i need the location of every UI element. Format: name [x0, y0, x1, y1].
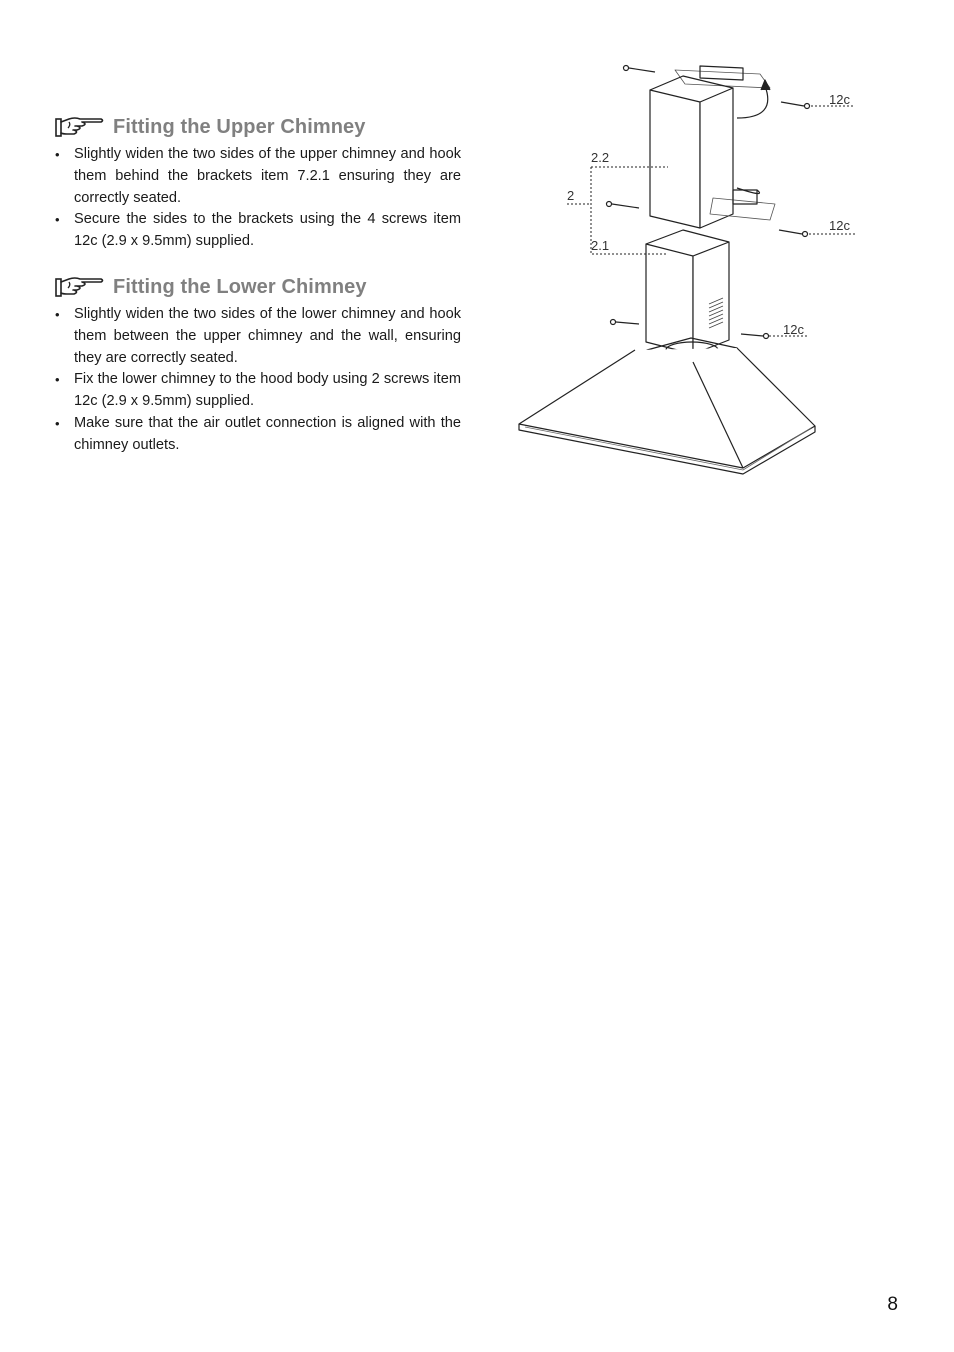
upper-chimney	[650, 90, 700, 228]
hood-body	[519, 348, 815, 468]
screw-icon	[607, 202, 640, 209]
list-item: • Slightly widen the two sides of the upper chimney and hook them behind the brackets item 7.2.1 ensuring they are correctly seated.	[55, 144, 461, 209]
screw-icon	[611, 320, 640, 325]
pointing-hand-icon	[55, 274, 105, 300]
list-item: • Fix the lower chimney to the hood body using 2 screws item 12c (2.9 x 9.5mm) supplied.	[55, 369, 461, 413]
callout-label: 12c	[783, 322, 804, 337]
page-number: 8	[887, 1294, 898, 1315]
screw-icon	[781, 102, 810, 109]
list-item: • Secure the sides to the brackets using the 4 screws item 12c (2.9 x 9.5mm) supplied.	[55, 209, 461, 253]
callout-label: 2.1	[591, 238, 610, 253]
section-heading	[55, 112, 461, 142]
screw-icon	[741, 334, 769, 339]
section-heading	[55, 272, 461, 302]
bullet-list	[55, 144, 461, 253]
section-title: Fitting the Lower Chimney	[113, 275, 367, 298]
callout-label: 2.2	[591, 150, 610, 165]
list-item: • Make sure that the air outlet connection is aligned with the chimney outlets.	[55, 413, 461, 457]
screw-icon	[779, 230, 808, 237]
callout-label: 12c	[829, 218, 850, 233]
section-lower-chimney	[55, 272, 461, 457]
callout-label: 12c	[829, 92, 850, 107]
list-item: • Slightly widen the two sides of the lower chimney and hook them between the upper chimney and the wall, ensuring they are correctly seated.	[55, 304, 461, 369]
section-upper-chimney	[55, 112, 461, 253]
screw-icon	[624, 66, 656, 73]
bullet-list	[55, 304, 461, 457]
section-title: Fitting the Upper Chimney	[113, 115, 366, 138]
chimney-assembly-diagram	[515, 58, 850, 478]
pointing-hand-icon	[55, 114, 105, 140]
lower-chimney	[646, 244, 693, 354]
callout-label: 2	[567, 188, 575, 203]
